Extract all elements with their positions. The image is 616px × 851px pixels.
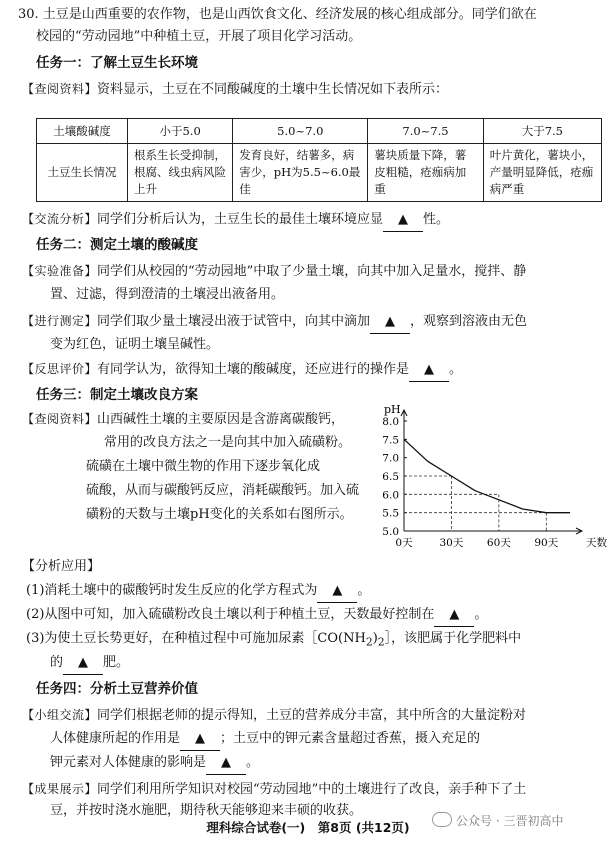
task4-group-text3a: 钾元素对人体健康的影响是 — [50, 755, 207, 770]
task2-test-text1b: ，观察到溶液由无色 — [410, 314, 528, 329]
table-header-row — [37, 119, 602, 144]
x-axis-label: 天数 — [586, 537, 607, 549]
ph-chart-svg — [372, 403, 607, 553]
y-tick-label-4: 6.0 — [382, 489, 399, 502]
question-intro-line2: 校园的“劳动园地”中种植土豆，开展了项目化学习活动。 — [36, 29, 362, 44]
task3-q3-text2a: 的 — [50, 655, 64, 670]
y-tick-label-5: 5.5 — [382, 507, 399, 520]
answer-blank-4[interactable]: ▲ — [317, 580, 357, 603]
table-col-3: 大于7.5 — [483, 119, 601, 144]
task3-q3-line2 — [50, 652, 616, 675]
x-tick-label-1: 30天 — [439, 537, 464, 549]
task2-eval-end: 。 — [449, 362, 463, 377]
task3-q3-text1c: ］，该肥属于化学肥料中 — [384, 631, 522, 646]
answer-blank-8[interactable]: ▲ — [206, 752, 246, 775]
task1-analysis-tag: 【交流分析】 — [22, 212, 98, 226]
task4-group-text3b: 。 — [246, 755, 260, 770]
task3-material-tag: 【查阅资料】 — [22, 412, 98, 426]
task3-q1 — [26, 580, 610, 603]
task3-q3-line1 — [26, 628, 610, 654]
task4-result-line1 — [22, 778, 606, 801]
table-row — [37, 144, 602, 202]
task1-material-text: 资料显示，土豆在不同酸碱度的土壤中生长情况如下表所示： — [97, 82, 449, 97]
task4-result-line2: 豆，并按时浇水施肥，期待秋天能够迎来丰硕的收获。 — [50, 803, 363, 818]
soil-ph-table — [36, 118, 602, 202]
page-footer: 理科综合试卷(一) 第8页 (共12页) — [206, 820, 410, 835]
task3-material-line4: 硫酸，从而与碳酸钙反应，消耗碳酸钙。加入硫 — [86, 483, 360, 498]
ph-days-chart — [372, 403, 607, 553]
table-cell-2: 薯块质量下降，薯皮粗糙，疮痂病加重 — [368, 144, 483, 202]
task4-group-line3 — [50, 752, 602, 775]
task3-q3-text2b: 肥。 — [103, 655, 130, 670]
table-col-2: 7.0~7.5 — [368, 119, 483, 144]
task3-q1-end: 。 — [357, 583, 371, 598]
answer-blank-2[interactable]: ▲ — [370, 311, 410, 334]
table-header-label: 土壤酸碱度 — [37, 119, 128, 144]
x-tick-label-3: 90天 — [534, 537, 559, 549]
task2-title: 任务二：测定土壤的酸碱度 — [36, 237, 198, 253]
answer-blank-5[interactable]: ▲ — [434, 604, 474, 627]
answer-blank-7[interactable]: ▲ — [180, 728, 220, 751]
y-axis-label: pH — [384, 403, 401, 416]
table-cell-3: 叶片黄化，薯块小，产量明显降低，疮痂病严重 — [483, 144, 601, 202]
answer-blank-1[interactable]: ▲ — [383, 209, 423, 232]
x-tick-label-2: 60天 — [486, 537, 511, 549]
table-col-0: 小于5.0 — [128, 119, 233, 144]
task3-q3-text1b: ) — [372, 631, 378, 646]
task4-group-text2a: 人体健康所起的作用是 — [50, 731, 181, 746]
y-tick-label-3: 6.5 — [382, 471, 399, 483]
task2-test-text1a: 同学们取少量土壤浸出液于试管中，向其中滴加 — [97, 314, 371, 329]
table-col-1: 5.0~7.0 — [233, 119, 368, 144]
task3-material-line5: 磺粉的天数与土壤pH变化的关系如右图所示。 — [86, 507, 353, 522]
task1-material — [22, 78, 606, 101]
task3-q2-text: (2)从图中可知，加入硫磺粉改良土壤以利于种植土豆，天数最好控制在 — [26, 607, 435, 622]
y-tick-label-0: 8.0 — [382, 416, 399, 428]
task2-prep-line1 — [22, 260, 606, 283]
wechat-logo-icon — [432, 812, 452, 827]
task3-material-line1 — [22, 408, 372, 431]
y-tick-label-6: 5.0 — [382, 526, 399, 538]
task3-q3-sub1: 2 — [365, 635, 373, 649]
task4-group-text1: 同学们根据老师的提示得知，土豆的营养成分丰富，其中所含的大量淀粉对 — [97, 708, 527, 723]
task2-test-line2: 变为红色，证明土壤呈碱性。 — [50, 337, 220, 352]
answer-blank-3[interactable]: ▲ — [409, 359, 449, 382]
table-row-label: 土豆生长情况 — [37, 144, 128, 202]
task2-prep-tag: 【实验准备】 — [22, 264, 98, 278]
task1-material-tag: 【查阅资料】 — [22, 82, 98, 96]
task2-eval-tag: 【反思评价】 — [22, 362, 98, 376]
task2-eval — [22, 358, 606, 382]
x-tick-label-0: 0天 — [395, 537, 413, 549]
task3-material-line3: 硫磺在土壤中微生物的作用下逐步氧化成 — [86, 459, 321, 474]
task4-group-tag: 【小组交流】 — [22, 708, 98, 722]
task3-title: 任务三：制定土壤改良方案 — [36, 387, 198, 403]
task3-q3-text1a: (3)为使土豆长势更好，在种植过程中可施加尿素［CO(NH — [26, 631, 366, 646]
watermark — [432, 812, 563, 829]
answer-blank-6[interactable]: ▲ — [63, 652, 103, 675]
table-cell-0: 根系生长受抑制，根腐、线虫病风险上升 — [128, 144, 233, 202]
task4-group-line2 — [50, 728, 602, 751]
task1-analysis-text: 同学们分析后认为，土豆生长的最佳土壤环境应显 — [97, 212, 384, 227]
task4-group-text2b: ；土豆中的钾元素含量超过香蕉，摄入充足的 — [220, 731, 481, 746]
task4-result-tag: 【成果展示】 — [22, 782, 98, 796]
task4-group-line1 — [22, 704, 606, 727]
task3-q1-text: (1)消耗土壤中的碳酸钙时发生反应的化学方程式为 — [26, 583, 318, 598]
watermark-text: 公众号 · 三晋初高中 — [456, 814, 564, 828]
y-tick-label-2: 7.0 — [382, 452, 399, 465]
y-tick-label-1: 7.5 — [382, 434, 399, 447]
task3-material-text1: 山西碱性土壤的主要原因是含游离碳酸钙， — [97, 412, 345, 427]
task2-test-tag: 【进行测定】 — [22, 314, 98, 328]
task1-analysis — [22, 208, 606, 232]
task1-title: 任务一：了解土豆生长环境 — [36, 55, 198, 71]
task4-title: 任务四：分析土豆营养价值 — [36, 681, 198, 697]
task3-q2-end: 。 — [474, 607, 488, 622]
task1-analysis-end: 性。 — [423, 212, 450, 227]
ph-series-line — [404, 439, 570, 512]
task2-prep-text1: 同学们从校园的“劳动园地”中取了少量土壤，向其中加入足量水，搅拌、静 — [97, 264, 527, 279]
task3-q3-sub2: 2 — [377, 635, 385, 649]
task3-apply-tag: 【分析应用】 — [22, 559, 101, 574]
task3-q2 — [26, 604, 610, 627]
task2-prep-line2: 置、过滤，得到澄清的土壤浸出液备用。 — [50, 287, 285, 302]
task2-test-line1 — [22, 310, 606, 334]
task3-material-line2: 常用的改良方法之一是向其中加入硫磺粉。 — [104, 435, 352, 450]
question-intro-line1: 30. 土豆是山西重要的农作物，也是山西饮食文化、经济发展的核心组成部分。同学们欲在 — [18, 7, 537, 22]
table-cell-1: 发育良好，结薯多，病害少，pH为5.5~6.0最佳 — [233, 144, 368, 202]
task4-result-text1: 同学们利用所学知识对校园“劳动园地”中的土壤进行了改良，亲手种下了土 — [97, 782, 527, 797]
task2-eval-text: 有同学认为，欲得知土壤的酸碱度，还应进行的操作是 — [97, 362, 410, 377]
